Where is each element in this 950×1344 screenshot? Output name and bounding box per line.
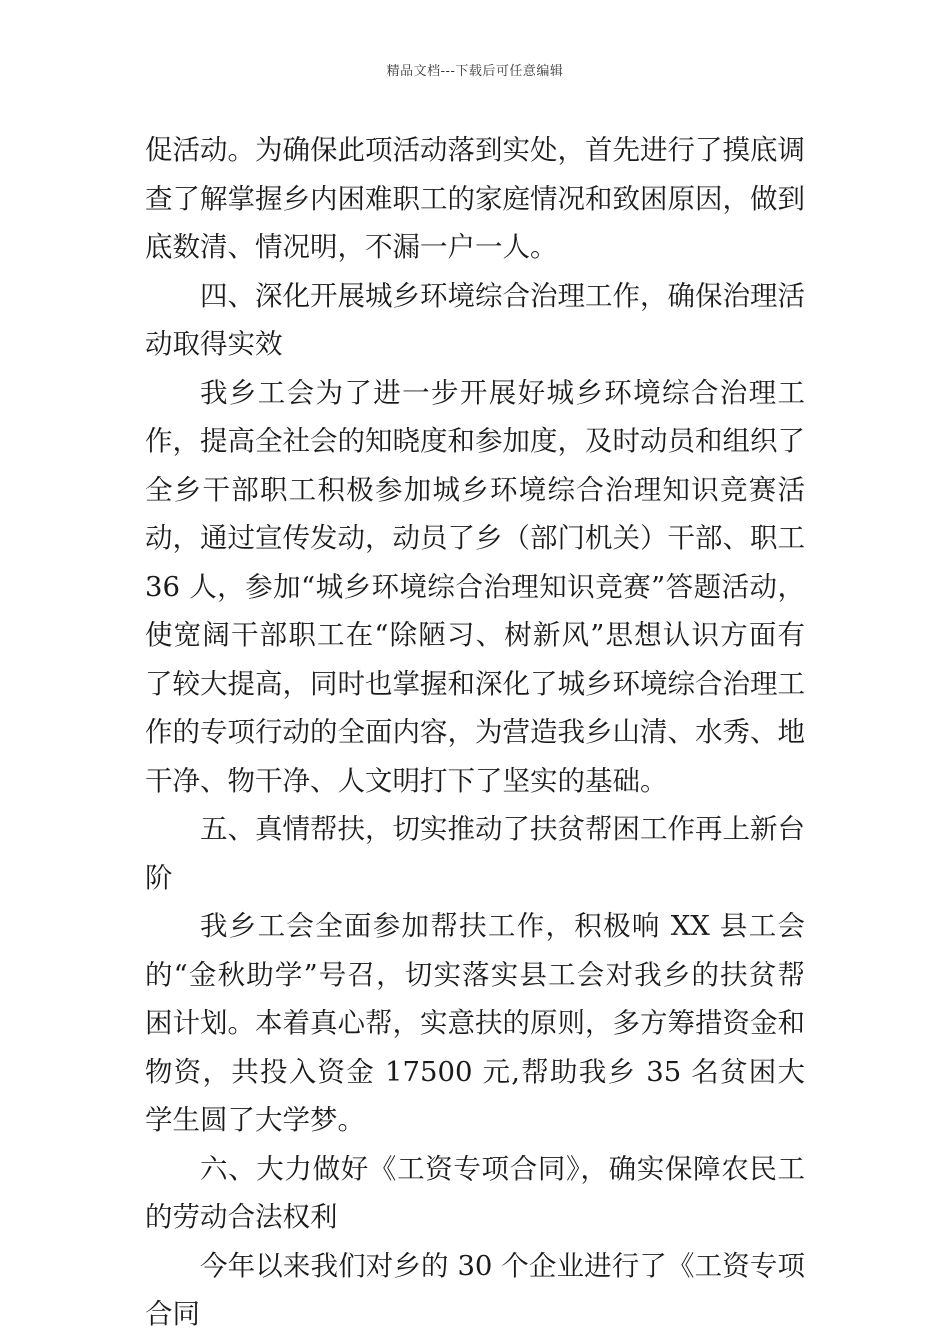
document-body — [145, 126, 805, 1339]
paragraph: 我乡工会为了进一步开展好城乡环境综合治理工作，提高全社会的知晓度和参加度，及时动员和组织了全乡干部职工积极参加城乡环境综合治理知识竞赛活动，通过宣传发动，动员了乡（部门机关）干部、职工 36 人，参加“城乡环境综合治理知识竞赛”答题活动，使宽阔干部职工在“除陋习、树新风”思想认识方面有了较大提高，同时也掌握和深化了城乡环境综合治理工作的专项行动的全面内容，为营造我乡山清、水秀、地干净、物干净、人文明打下了坚实的基础。 — [145, 376, 805, 797]
paragraph-continuation: 促活动。为确保此项活动落到实处，首先进行了摸底调查了解掌握乡内困难职工的家庭情况和致困原因，做到底数清、情况明，不漏一户一人。 — [145, 134, 805, 263]
section-heading-6: 六、大力做好《工资专项合同》，确实保障农民工的劳动合法权利 — [145, 1152, 805, 1233]
paragraph: 我乡工会全面参加帮扶工作，积极响 XX 县工会的“金秋助学”号召，切实落实县工会对我乡的扶贫帮困计划。本着真心帮，实意扶的原则，多方筹措资金和物资，共投入资金 17500 元,帮助我乡 35 名贫困大学生圆了大学梦。 — [145, 910, 805, 1136]
paragraph: 今年以来我们对乡的 30 个企业进行了《工资专项合同 — [145, 1249, 805, 1330]
page-header: 精品文档---下载后可任意编辑 — [386, 64, 564, 79]
section-heading-5: 五、真情帮扶，切实推动了扶贫帮困工作再上新台阶 — [145, 813, 805, 894]
section-heading-4: 四、深化开展城乡环境综合治理工作，确保治理活动取得实效 — [145, 279, 805, 360]
